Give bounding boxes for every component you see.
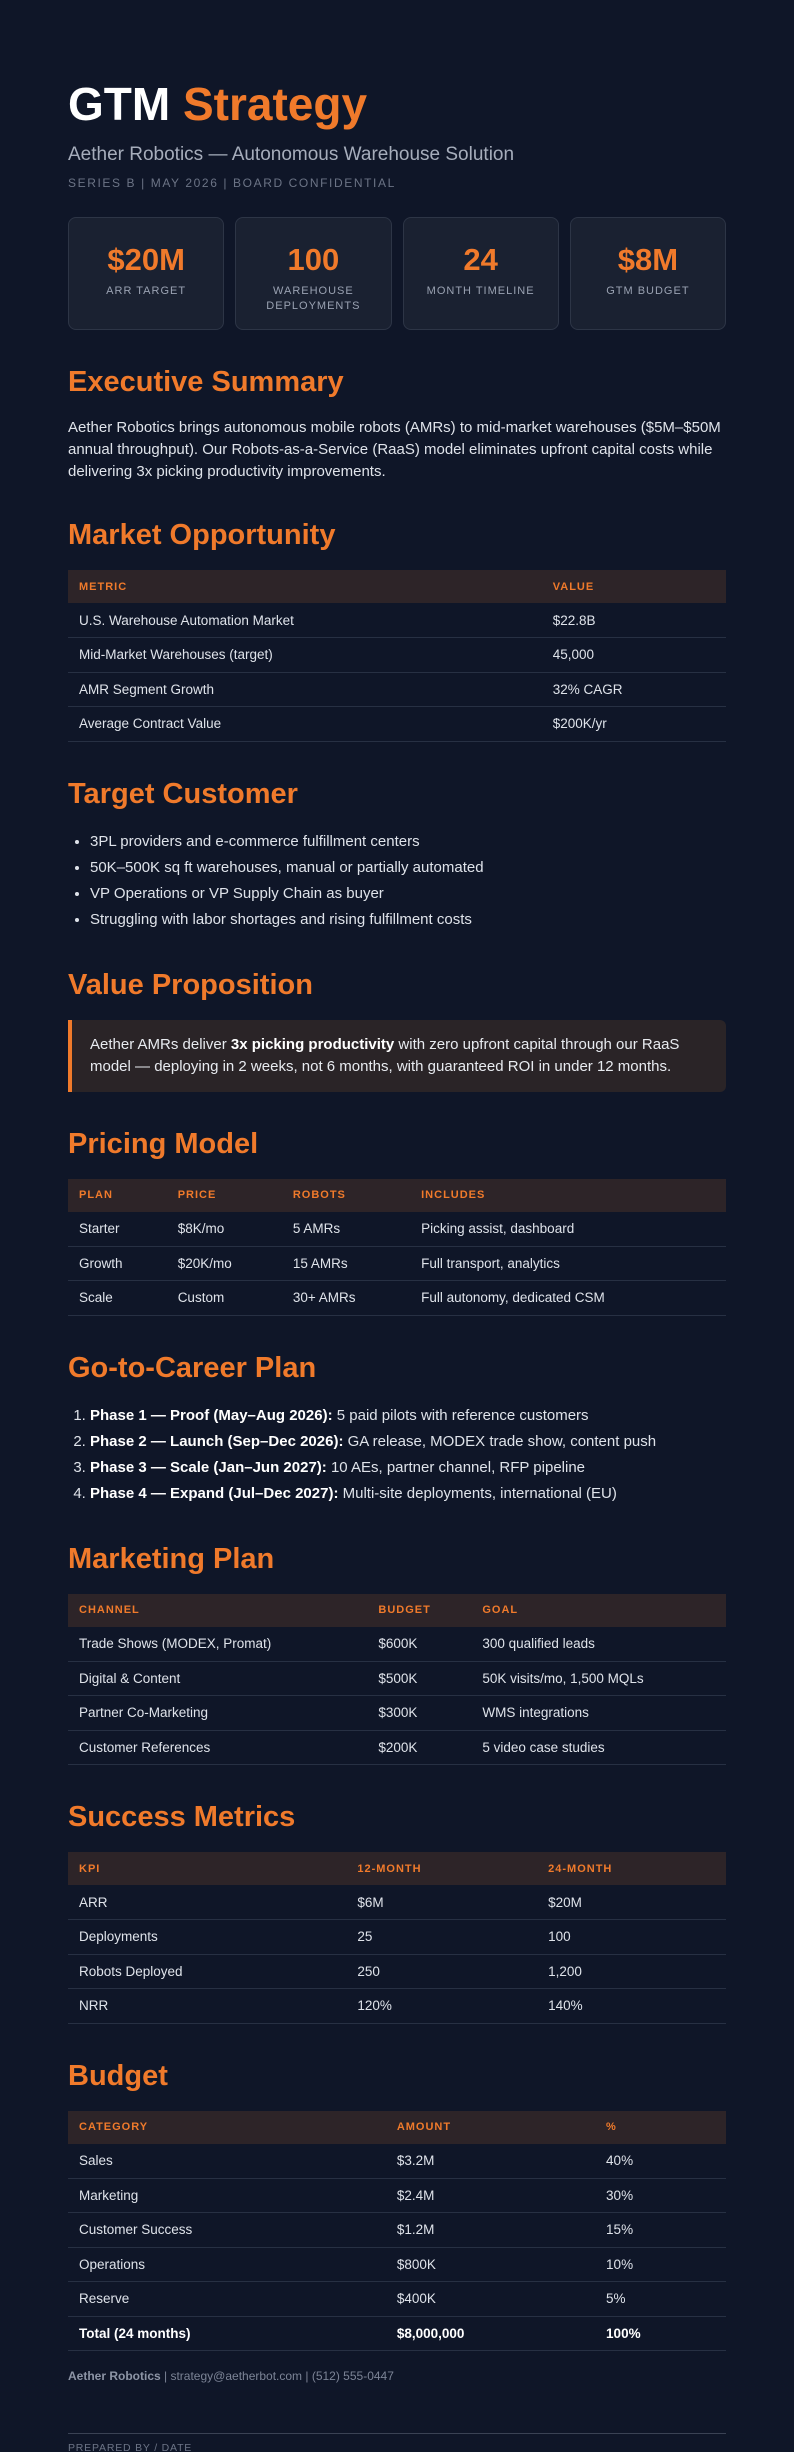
customer-list — [68, 829, 726, 933]
table-cell: 30+ AMRs — [282, 1281, 410, 1316]
kpi-label: ARR TARGET — [106, 285, 187, 297]
table-row — [68, 1885, 726, 1920]
table-cell: Partner Co-Marketing — [68, 1696, 367, 1731]
table-cell: 15% — [595, 2213, 726, 2248]
column-header: INCLUDES — [410, 1179, 726, 1212]
table-cell: Average Contract Value — [68, 707, 542, 742]
value-callout — [68, 1020, 726, 1092]
table-cell: Starter — [68, 1212, 167, 1247]
table-cell: Custom — [167, 1281, 282, 1316]
table-cell: $8,000,000 — [386, 2316, 595, 2351]
table-cell: $20M — [537, 1885, 726, 1920]
table-header-row — [68, 570, 726, 603]
table-cell: $200K/yr — [542, 707, 726, 742]
table-header-row — [68, 1179, 726, 1212]
table-cell: 100% — [595, 2316, 726, 2351]
table-row — [68, 707, 726, 742]
table-cell: $400K — [386, 2282, 595, 2317]
table-row — [68, 1989, 726, 2024]
table-cell: Customer Success — [68, 2213, 386, 2248]
phase-label: Phase 1 — Proof (May–Aug 2026): — [90, 1406, 333, 1424]
section-heading: Executive Summary — [68, 366, 344, 398]
callout-text: Aether AMRs deliver — [90, 1035, 231, 1053]
section-target-customer — [68, 776, 726, 933]
table-row — [68, 638, 726, 673]
section-executive-summary — [68, 364, 726, 483]
section-heading: Target Customer — [68, 777, 298, 810]
table-cell: $6M — [346, 1885, 537, 1920]
kpi-card-budget — [570, 217, 726, 330]
table-cell: $8K/mo — [167, 1212, 282, 1247]
table-cell: U.S. Warehouse Automation Market — [68, 603, 542, 638]
signature-line: PREPARED BY / DATE — [68, 2433, 726, 2452]
section-heading: Budget — [68, 2059, 168, 2092]
table-cell: Full transport, analytics — [410, 1246, 726, 1281]
section-heading: Go-to-Career Plan — [68, 1351, 317, 1384]
kpi-value: $20M — [107, 242, 185, 277]
table-header-row — [68, 1852, 726, 1885]
table-row — [68, 1920, 726, 1955]
section-heading: Value Proposition — [68, 968, 313, 1001]
table-row — [68, 1661, 726, 1696]
table-row — [68, 1730, 726, 1765]
page-subtitle: Aether Robotics — Autonomous Warehouse Solution — [68, 144, 515, 165]
table-cell: 25 — [346, 1920, 537, 1955]
list-item — [90, 1455, 726, 1481]
table-row — [68, 2282, 726, 2317]
table-cell: Deployments — [68, 1920, 346, 1955]
table-cell: $300K — [367, 1696, 471, 1731]
table-cell: ARR — [68, 1885, 346, 1920]
pricing-table — [68, 1179, 726, 1316]
column-header: % — [595, 2111, 726, 2144]
table-cell: Growth — [68, 1246, 167, 1281]
table-cell: 32% CAGR — [542, 672, 726, 707]
table-cell: 5 AMRs — [282, 1212, 410, 1247]
table-row — [68, 1246, 726, 1281]
kpi-value: 24 — [463, 242, 498, 277]
table-cell: Sales — [68, 2144, 386, 2179]
phase-text: Multi-site deployments, international (EU) — [338, 1484, 617, 1502]
section-heading: Success Metrics — [68, 1801, 296, 1833]
kpi-card-deployments — [235, 217, 391, 330]
table-cell: 5 video case studies — [471, 1730, 726, 1765]
section-heading: Marketing Plan — [68, 1542, 275, 1575]
table-row — [68, 2213, 726, 2248]
column-header: 12-MONTH — [346, 1852, 537, 1885]
table-cell: AMR Segment Growth — [68, 672, 542, 707]
market-table — [68, 570, 726, 742]
column-header: BUDGET — [367, 1594, 471, 1627]
table-cell: 120% — [346, 1989, 537, 2024]
table-cell: $2.4M — [386, 2178, 595, 2213]
phase-label: Phase 2 — Launch (Sep–Dec 2026): — [90, 1432, 344, 1450]
section-pricing-model — [68, 1126, 726, 1316]
phase-list — [68, 1403, 726, 1507]
table-header-row — [68, 1594, 726, 1627]
table-cell: 1,200 — [537, 1954, 726, 1989]
table-cell: 50K visits/mo, 1,500 MQLs — [471, 1661, 726, 1696]
phase-text: 10 AEs, partner channel, RFP pipeline — [326, 1458, 586, 1476]
table-row — [68, 603, 726, 638]
table-cell: Total (24 months) — [68, 2316, 386, 2351]
table-cell: Scale — [68, 1281, 167, 1316]
callout-text: with zero upfront capital through our RaaS model — deploying in 2 weeks, not 6 months, with guaranteed ROI in under 12 months. — [90, 1035, 680, 1075]
kpi-label: WAREHOUSE DEPLOYMENTS — [266, 285, 361, 312]
table-cell: 30% — [595, 2178, 726, 2213]
table-total-row — [68, 2316, 726, 2351]
contact-details: | strategy@aetherbot.com | (512) 555-0447 — [160, 2369, 394, 2383]
column-header: PLAN — [68, 1179, 167, 1212]
table-cell: 250 — [346, 1954, 537, 1989]
marketing-table — [68, 1594, 726, 1766]
table-cell: 45,000 — [542, 638, 726, 673]
section-heading: Market Opportunity — [68, 519, 336, 551]
table-cell: $600K — [367, 1627, 471, 1662]
table-cell: $800K — [386, 2247, 595, 2282]
section-marketing-plan — [68, 1541, 726, 1766]
section-gtm-plan — [68, 1350, 726, 1507]
metrics-table — [68, 1852, 726, 2024]
table-row — [68, 1954, 726, 1989]
table-cell: Operations — [68, 2247, 386, 2282]
table-cell: Digital & Content — [68, 1661, 367, 1696]
section-success-metrics — [68, 1799, 726, 2024]
kpi-card-arr — [68, 217, 224, 330]
section-value-proposition — [68, 967, 726, 1092]
kpi-value: $8M — [617, 242, 679, 277]
kpi-cards — [68, 217, 726, 330]
table-row — [68, 2247, 726, 2282]
table-cell: Full autonomy, dedicated CSM — [410, 1281, 726, 1316]
company-name: Aether Robotics — [68, 2369, 161, 2383]
table-cell: Trade Shows (MODEX, Promat) — [68, 1627, 367, 1662]
column-header: GOAL — [471, 1594, 726, 1627]
list-item — [90, 1403, 726, 1429]
list-item — [90, 1429, 726, 1455]
column-header: PRICE — [167, 1179, 282, 1212]
document-meta: SERIES B | MAY 2026 | BOARD CONFIDENTIAL — [68, 176, 396, 190]
section-budget — [68, 2058, 726, 2352]
title-accent: Strategy — [182, 78, 368, 130]
table-row — [68, 2144, 726, 2179]
table-cell: 300 qualified leads — [471, 1627, 726, 1662]
table-cell: $20K/mo — [167, 1246, 282, 1281]
callout-highlight: 3x picking productivity — [230, 1035, 395, 1053]
column-header: KPI — [68, 1852, 346, 1885]
list-item: • 50K–500K sq ft warehouses, manual or partially automated — [90, 855, 726, 881]
list-item: • VP Operations or VP Supply Chain as buyer — [90, 881, 726, 907]
table-cell: Marketing — [68, 2178, 386, 2213]
table-cell: 140% — [537, 1989, 726, 2024]
table-cell: WMS integrations — [471, 1696, 726, 1731]
table-cell: $22.8B — [542, 603, 726, 638]
title-main: GTM — [68, 78, 171, 130]
table-cell: 40% — [595, 2144, 726, 2179]
table-cell: $1.2M — [386, 2213, 595, 2248]
table-row — [68, 1212, 726, 1247]
list-item — [90, 1481, 726, 1507]
table-row — [68, 1696, 726, 1731]
table-cell: Mid-Market Warehouses (target) — [68, 638, 542, 673]
table-cell: $200K — [367, 1730, 471, 1765]
list-item: • 3PL providers and e-commerce fulfillment centers — [90, 829, 726, 855]
section-heading: Pricing Model — [68, 1127, 259, 1160]
table-row — [68, 1627, 726, 1662]
column-header: AMOUNT — [386, 2111, 595, 2144]
kpi-label: GTM BUDGET — [606, 285, 690, 297]
phase-label: Phase 4 — Expand (Jul–Dec 2027): — [90, 1484, 339, 1502]
kpi-value: 100 — [287, 242, 340, 277]
table-cell: NRR — [68, 1989, 346, 2024]
phase-label: Phase 3 — Scale (Jan–Jun 2027): — [90, 1458, 327, 1476]
table-cell: 10% — [595, 2247, 726, 2282]
phase-text: GA release, MODEX trade show, content push — [343, 1432, 657, 1450]
column-header: VALUE — [542, 570, 726, 603]
column-header: CATEGORY — [68, 2111, 386, 2144]
table-cell: Robots Deployed — [68, 1954, 346, 1989]
page-title — [68, 74, 726, 134]
column-header: CHANNEL — [68, 1594, 367, 1627]
table-row — [68, 1281, 726, 1316]
summary-text: Aether Robotics brings autonomous mobile robots (AMRs) to mid-market warehouses ($5M–$50M annual throughput). Our Robots-as-a-Service (RaaS) model eliminates upfront capital costs while delivering 3x picking productivity improvements. — [68, 419, 721, 480]
kpi-label: MONTH TIMELINE — [426, 285, 535, 297]
table-row — [68, 672, 726, 707]
column-header: ROBOTS — [282, 1179, 410, 1212]
table-header-row — [68, 2111, 726, 2144]
table-cell: $500K — [367, 1661, 471, 1696]
list-item: • Struggling with labor shortages and rising fulfillment costs — [90, 907, 726, 933]
section-market-opportunity — [68, 517, 726, 742]
kpi-card-timeline — [403, 217, 559, 330]
table-cell: 5% — [595, 2282, 726, 2317]
table-cell: Customer References — [68, 1730, 367, 1765]
column-header: 24-MONTH — [537, 1852, 726, 1885]
budget-table — [68, 2111, 726, 2352]
table-cell: 100 — [537, 1920, 726, 1955]
table-cell: 15 AMRs — [282, 1246, 410, 1281]
table-cell: $3.2M — [386, 2144, 595, 2179]
table-cell: Picking assist, dashboard — [410, 1212, 726, 1247]
table-cell: Reserve — [68, 2282, 386, 2317]
phase-text: 5 paid pilots with reference customers — [332, 1406, 589, 1424]
contact-line — [68, 2369, 726, 2383]
column-header: METRIC — [68, 570, 542, 603]
table-row — [68, 2178, 726, 2213]
